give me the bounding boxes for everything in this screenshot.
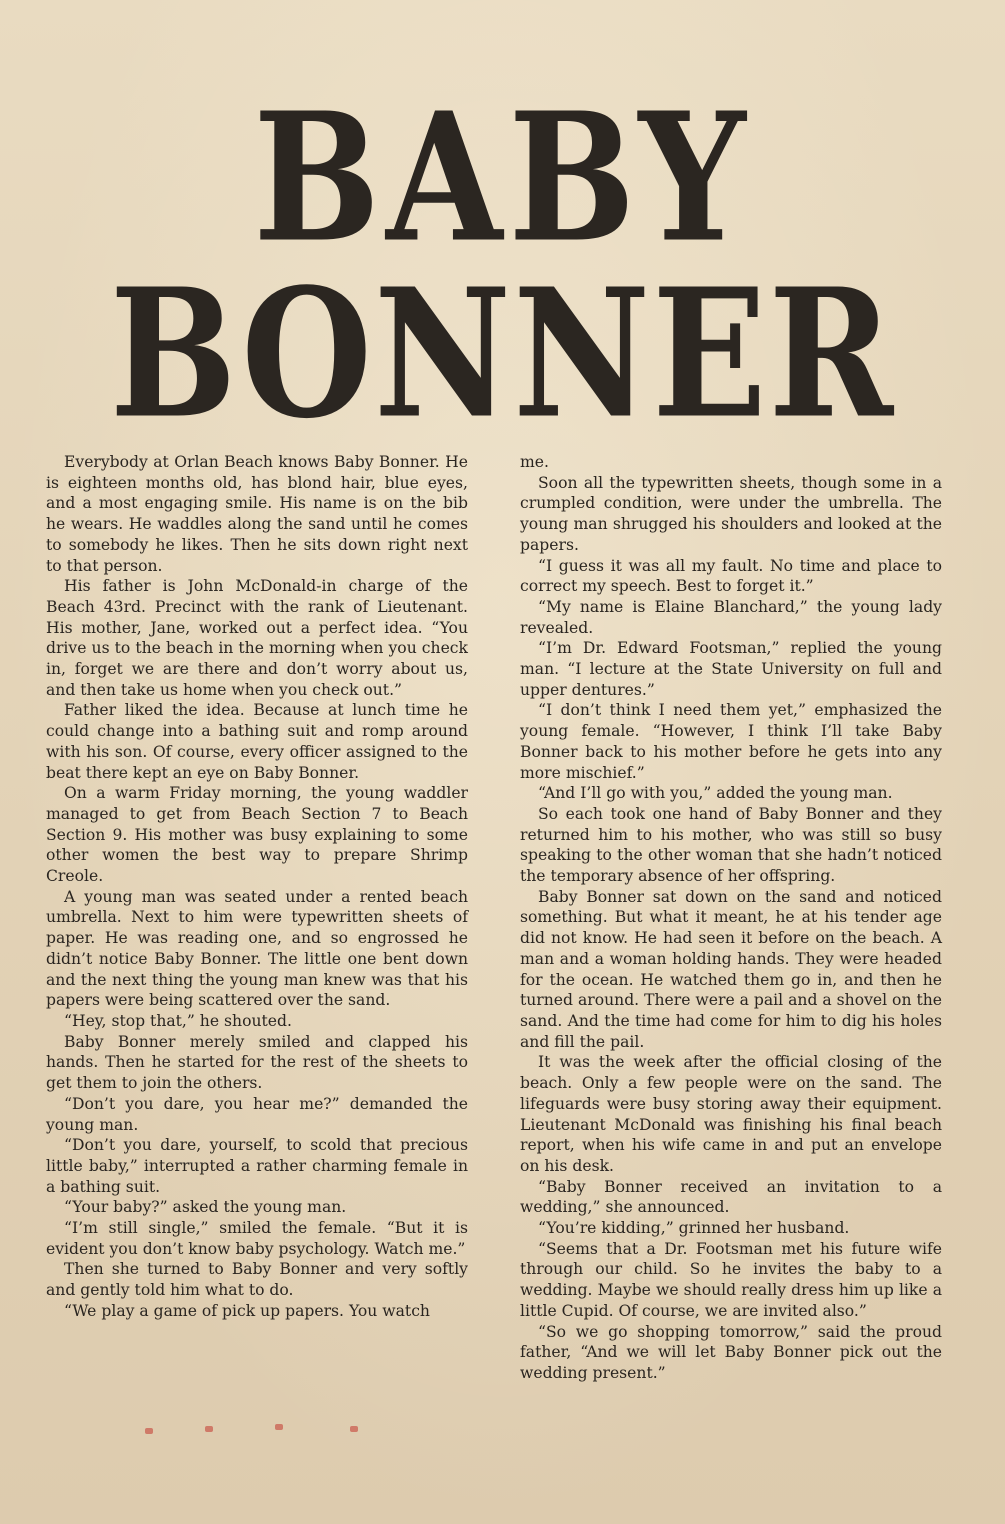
paragraph: “Hey, stop that,” he shouted. (64, 1011, 292, 1030)
ink-speck (275, 1424, 283, 1430)
text-column-left (46, 452, 468, 1322)
paragraph: Baby Bonner merely smiled and clapped his hands. Then he started for the rest of the sheets to get them to join the others. (46, 1032, 468, 1093)
paragraph: “And I’ll go with you,” added the young man. (538, 784, 893, 803)
paragraph: A young man was seated under a rented beach umbrella. Next to him were typewritten sheets of paper. He was reading one, and so engrossed he didn’t notice Baby Bonner. The little one bent down and the next thing the young man knew was that his papers were being scattered over the sand. (46, 887, 468, 1010)
paragraph: Baby Bonner sat down on the sand and noticed something. But what it meant, he at his tender age did not know. He had seen it before on the beach. A man and a woman holding hands. They were headed for the ocean. He watched them go in, and then he turned around. There were a pail and a shovel on the sand. And the time had come for him to dig his holes and fill the pail. (520, 887, 942, 1051)
text-column-right (520, 452, 942, 1384)
paragraph: “I guess it was all my fault. No time and place to correct my speech. Best to forget it.” (520, 556, 942, 596)
story-title-line-1: BABY (253, 74, 752, 283)
paragraph: So each took one hand of Baby Bonner and they returned him to his mother, who was still so busy speaking to the other woman that she hadn’t noticed the temporary absence of her offspring. (520, 804, 942, 886)
paragraph: “We play a game of pick up papers. You watch (64, 1301, 430, 1320)
paragraph: His father is John McDonald-in charge of the Beach 43rd. Precinct with the rank of Lieutenant. His mother, Jane, worked out a perfect idea. “You drive us to the beach in the morning when you check in, forget we are there and don’t worry about us, and then take us home when you check out.” (46, 577, 468, 699)
paragraph: “I’m still single,” smiled the female. “But it is evident you don’t know baby psychology. Watch me.” (46, 1219, 468, 1258)
paragraph: Then she turned to Baby Bonner and very softly and gently told him what to do. (46, 1260, 468, 1300)
paragraph: “Don’t you dare, yourself, to scold that precious little baby,” interrupted a rather charming female in a bathing suit. (46, 1136, 468, 1196)
paragraph: It was the week after the official closing of the beach. Only a few people were on the sand. The lifeguards were busy storing away their equipment. Lieutenant McDonald was finishing his final beach report, when his wife came in and put an envelope on his desk. (520, 1053, 942, 1175)
story-title-line-2: BONNER (109, 250, 896, 459)
paragraph: “I’m Dr. Edward Footsman,” replied the young man. “I lecture at the State University on full and upper dentures.” (520, 639, 942, 699)
paragraph: “My name is Elaine Blanchard,” the young lady revealed. (520, 597, 942, 637)
paragraph: “I don’t think I need them yet,” emphasized the young female. “However, I think I’ll take Baby Bonner back to his mother before he gets into any more mischief.” (520, 701, 942, 782)
paragraph: “Baby Bonner received an invitation to a wedding,” she announced. (520, 1177, 942, 1217)
paragraph: “Your baby?” asked the young man. (64, 1198, 347, 1217)
paragraph: On a warm Friday morning, the young waddler managed to get from Beach Section 7 to Beach Section 9. His mother was busy explaining to some other women the best way to prepare Shrimp Creole. (46, 784, 468, 886)
paragraph-continuation: me. (520, 453, 549, 471)
ink-speck (205, 1426, 213, 1432)
paragraph: “So we go shopping tomorrow,” said the proud father, “And we will let Baby Bonner pick out the wedding present.” (520, 1322, 942, 1382)
paragraph: Everybody at Orlan Beach knows Baby Bonner. He is eighteen months old, has blond hair, blue eyes, and a most engaging smile. His name is on the bib he wears. He waddles along the sand until he comes to somebody he likes. Then he sits down right next to that person. (46, 453, 468, 575)
print-specks (140, 1420, 400, 1440)
paragraph: “Seems that a Dr. Footsman met his future wife through our child. So he invites the baby to a wedding. Maybe we should really dress him up like a little Cupid. Of course, we are invited also.” (520, 1239, 942, 1320)
ink-speck (350, 1426, 358, 1432)
paragraph: Father liked the idea. Because at lunch time he could change into a bathing suit and romp around with his son. Of course, every officer assigned to the beat there kept an eye on Baby Bonner. (46, 701, 468, 782)
ink-speck (145, 1428, 153, 1434)
paragraph: “You’re kidding,” grinned her husband. (538, 1219, 850, 1238)
paragraph: “Don’t you dare, you hear me?” demanded the young man. (46, 1094, 468, 1134)
paragraph: Soon all the typewritten sheets, though some in a crumpled condition, were under the umbrella. The young man shrugged his shoulders and looked at the papers. (520, 473, 942, 554)
